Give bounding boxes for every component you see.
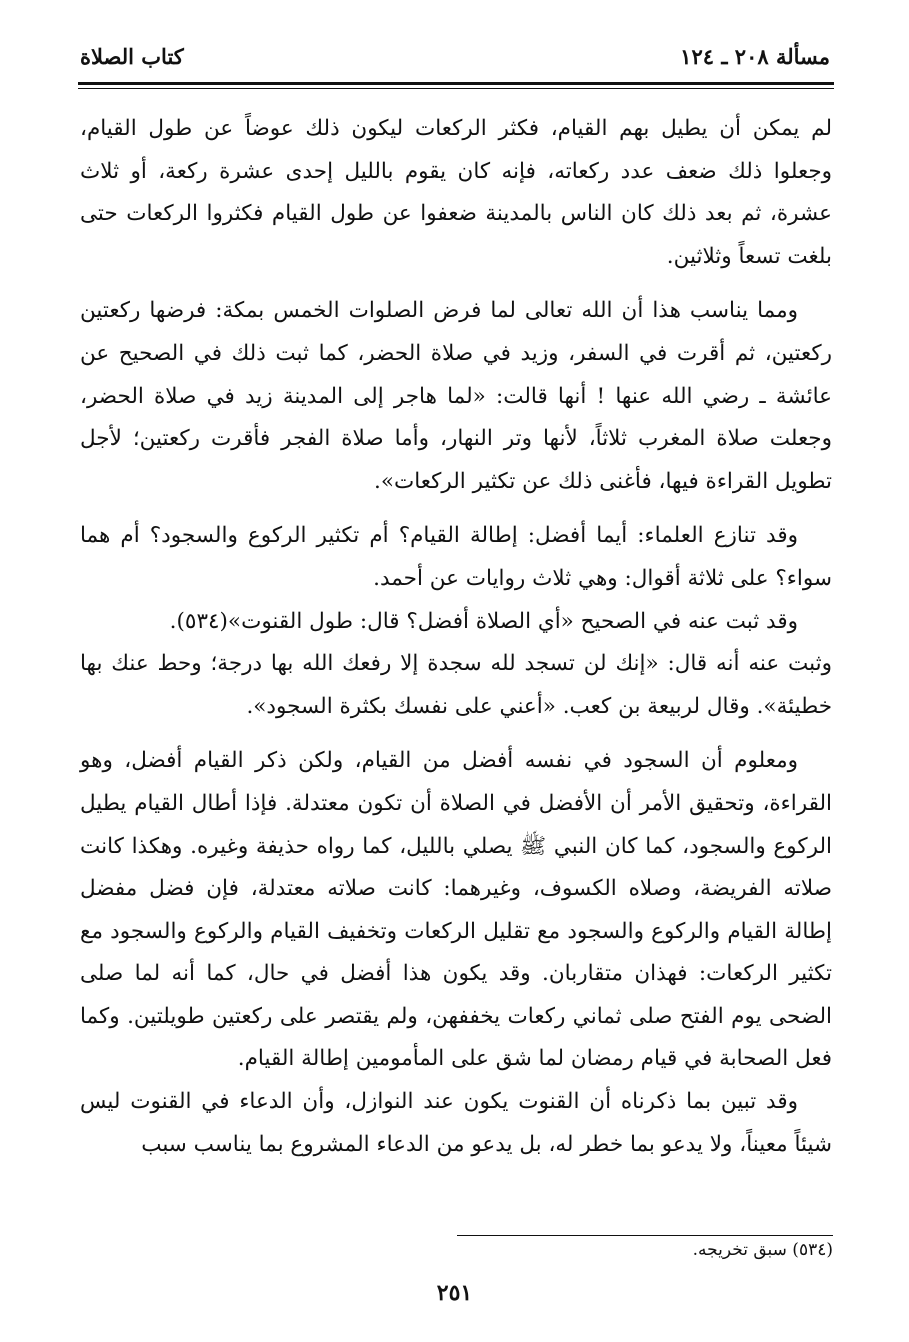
- header-rule-thin: [78, 88, 834, 89]
- paragraph: وقد تبين بما ذكرناه أن القنوت يكون عند النوازل، وأن الدعاء في القنوت ليس شيئاً معيناً، ولا يدعو بما خطر له، بل يدعو من الدعاء المشروع بما يناسب سبب: [80, 1089, 832, 1157]
- book-section-title: كتاب الصلاة: [80, 44, 184, 69]
- paragraph: لم يمكن أن يطيل بهم القيام، فكثر الركعات ليكون ذلك عوضاً عن طول القيام، وجعلوا ذلك ضعف عدد ركعاته، فإنه كان يقوم بالليل إحدى عشرة ركعة، أو ثلاث عشرة، ثم بعد ذلك كان الناس بالمدينة ضعفوا عن طول القيام فكثروا الركعات حتى بلغت تسعاً وثلاثين.: [80, 116, 832, 269]
- paragraph: وثبت عنه أنه قال: «إنك لن تسجد لله سجدة إلا رفعك الله بها درجة؛ وحط عنك بها خطيئة». وقال لربيعة بن كعب. «أعني على نفسك بكثرة السجود».: [80, 651, 832, 719]
- page-number: ٢٥١: [436, 1280, 473, 1306]
- header-rule-thick: [78, 82, 834, 85]
- paragraph: ومعلوم أن السجود في نفسه أفضل من القيام، ولكن ذكر القيام أفضل، وهو القراءة، وتحقيق الأمر أن الأفضل في الصلاة أن تكون معتدلة. فإذا أطال القيام يطيل الركوع والسجود، كما كان النبي ﷺ يصلي بالليل، كما رواه حذيفة وغيره. وهكذا كانت صلاته الفريضة، وصلاه الكسوف، وغيرهما: كانت صلاته معتدلة، فإن فضل مفضل إطالة القيام والركوع والسجود مع تقليل الركعات وتخفيف القيام والركوع والسجود مع تكثير الركعات: فهذان متقاربان. وقد يكون هذا أفضل في حال، كما أنه لما صلى الضحى يوم الفتح صلى ثماني ركعات يخففهن، ولم يقتصر على ركعتين طويلتين. وكما فعل الصحابة في قيام رمضان لما شق على المأمومين إطالة القيام.: [80, 748, 832, 1072]
- paragraph: وقد تنازع العلماء: أيما أفضل: إطالة القيام؟ أم تكثير الركوع والسجود؟ أم هما سواء؟ على ثلاثة أقوال: وهي ثلاث روايات عن أحمد.: [80, 523, 832, 591]
- footnote: (٥٣٤) سبق تخريجه.: [692, 1240, 833, 1260]
- footnote-rule: [457, 1235, 833, 1236]
- paragraph: ومما يناسب هذا أن الله تعالى لما فرض الصلوات الخمس بمكة: فرضها ركعتين ركعتين، ثم أقرت في السفر، وزيد في صلاة الحضر، كما ثبت ذلك في الصحيح عن عائشة ـ رضي الله عنها ! أنها قالت: «لما هاجر إلى المدينة زيد في صلاة الحضر، وجعلت صلاة المغرب ثلاثاً، لأنها وتر النهار، وأما صلاة الفجر فأقرت ركعتين؛ لأجل تطويل القراءة فيها، فأغنى ذلك عن تكثير الركعات».: [80, 298, 832, 494]
- running-header: [80, 40, 830, 76]
- main-text: [80, 108, 832, 1166]
- paragraph: وقد ثبت عنه في الصحيح «أي الصلاة أفضل؟ قال: طول القنوت»(٥٣٤).: [169, 608, 798, 634]
- issue-range: مسألة ٢٠٨ ـ ١٢٤: [680, 44, 830, 69]
